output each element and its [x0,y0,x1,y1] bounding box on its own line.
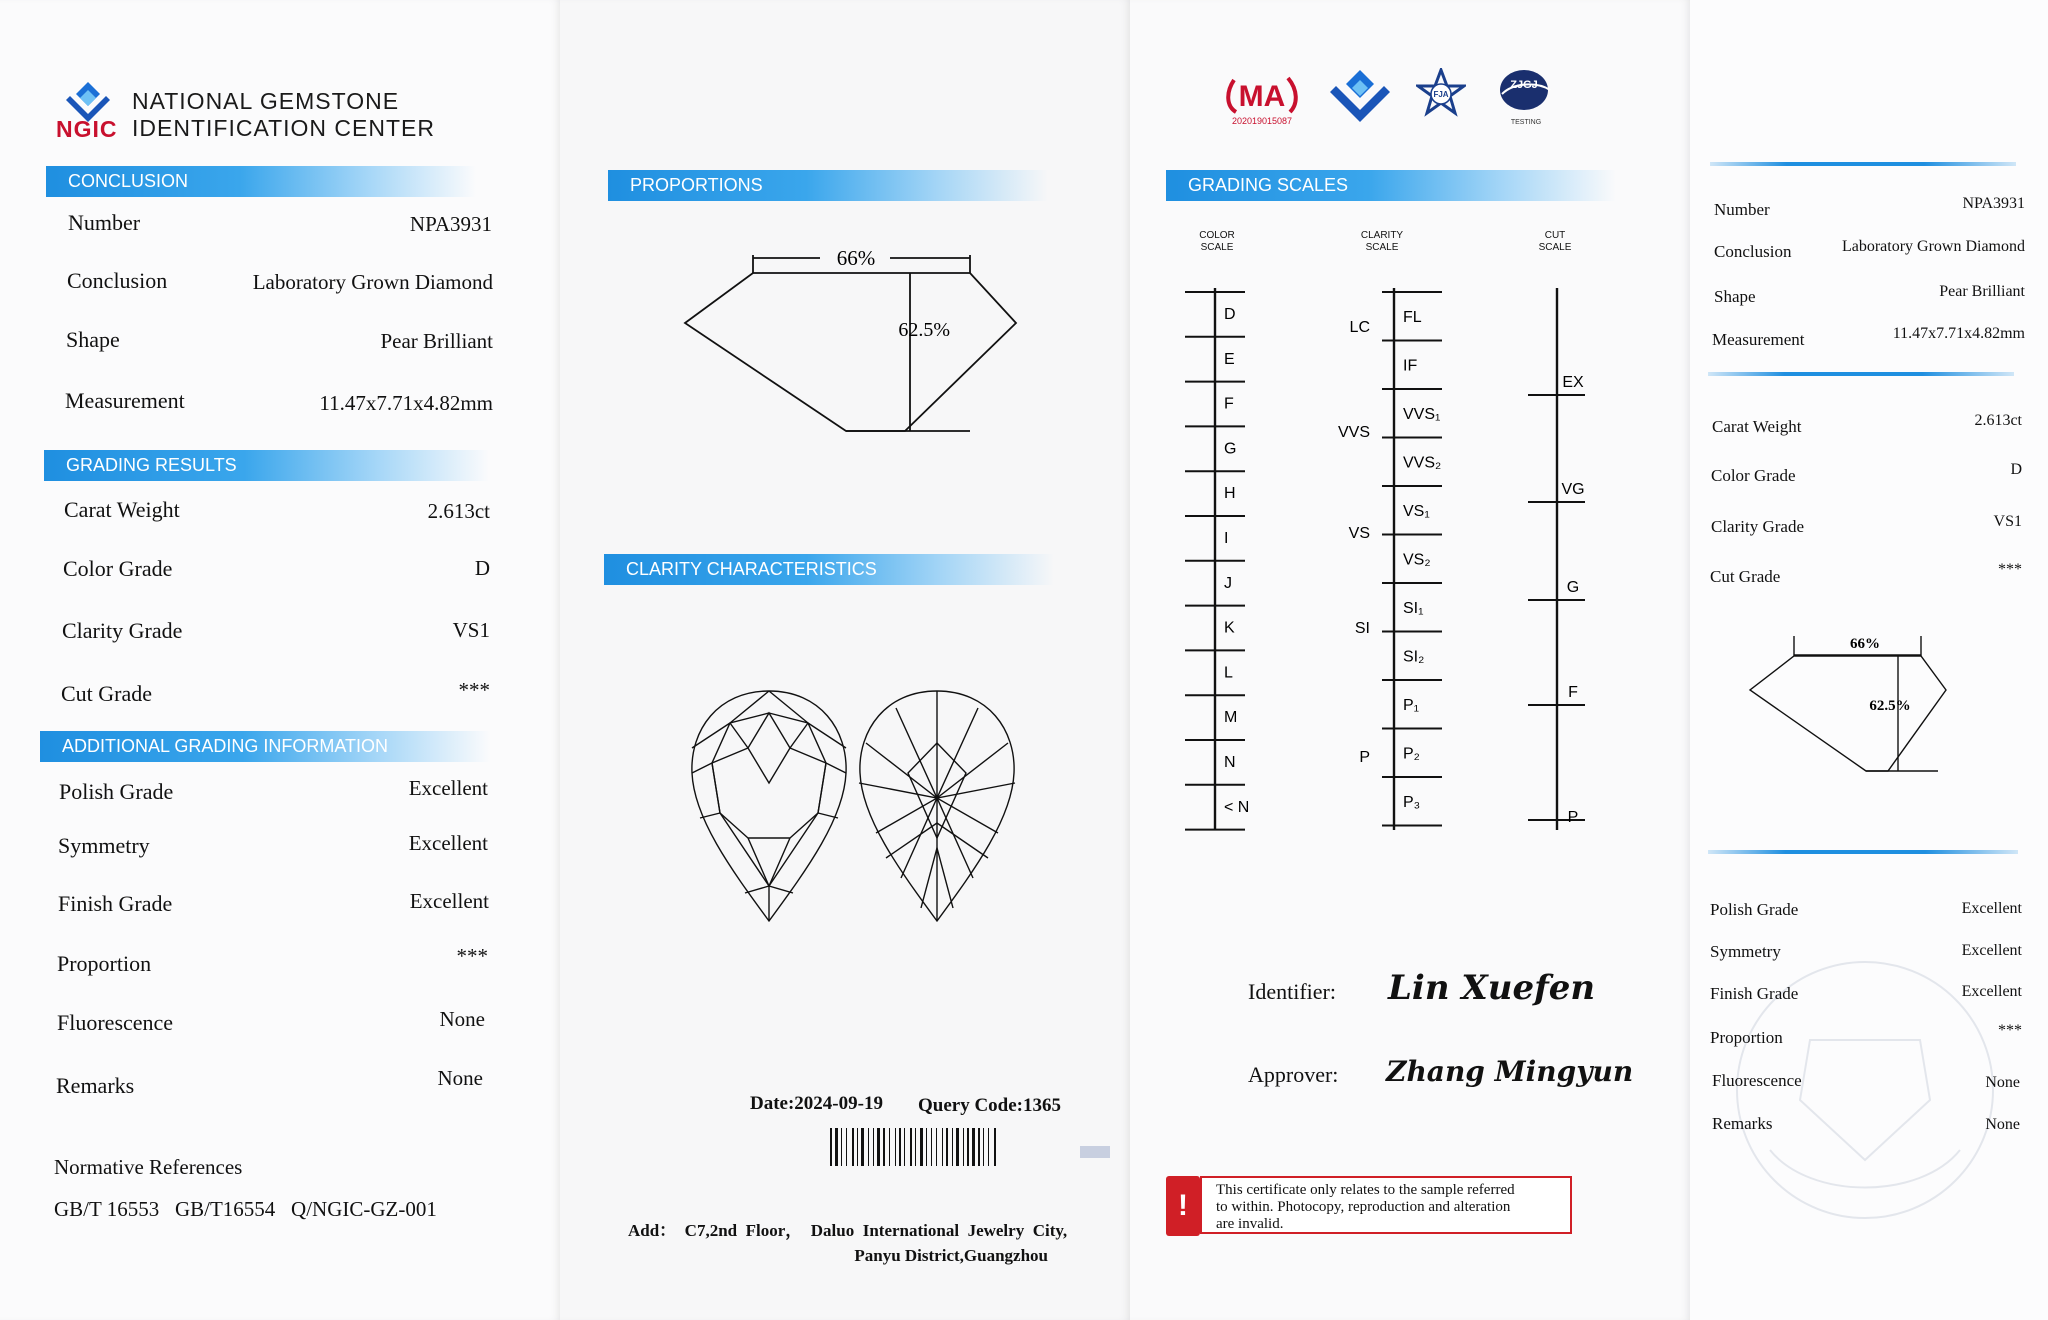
svg-text:SCALE: SCALE [1365,242,1399,253]
barcode-bar [895,1128,896,1166]
summary-shape-label: Shape [1714,287,1756,306]
fja-star-logo-icon [1416,68,1466,118]
conclusion-label: Conclusion [67,268,168,293]
summary-table-percent: 66% [1850,636,1880,652]
symmetry-label: Symmetry [58,833,150,858]
normative-references-title: Normative References [54,1155,243,1179]
color-grade-3: G [1224,440,1237,458]
shape-value: Pear Brilliant [380,329,493,353]
summary-carat-label: Carat Weight [1712,417,1802,436]
color-grade-label: Color Grade [63,556,173,581]
barcode-bar [920,1128,923,1166]
clarity-characteristics-header: CLARITY CHARACTERISTICS [604,554,1054,585]
cut-grade-1: VG [1561,481,1585,498]
svg-text:FJA: FJA [1433,90,1449,99]
barcode-bar [899,1128,901,1166]
number-label: Number [68,210,141,235]
clarity-group-4: P [1359,749,1370,766]
address-line1: Add： C7,2nd Floor， Daluo International Jewelry City, [628,1221,1068,1240]
svg-text:SCALE: SCALE [1200,242,1234,253]
barcode-bar [857,1128,858,1166]
certificate-date: Date:2024-09-19 [750,1093,883,1114]
clarity-grade-3: VVS₂ [1403,454,1442,472]
pear-pavilion-diagram [856,688,1018,926]
clarity-group-2: VS [1348,525,1370,542]
grading-scales-chart [1170,220,1610,850]
svg-text:ZJGJ: ZJGJ [1510,79,1538,91]
normative-references-text: GB/T 16553 GB/T16554 Q/NGIC-GZ-001 [54,1197,437,1221]
summary-clarity-value: VS1 [1993,513,2022,530]
barcode-bar [868,1128,869,1166]
barcode-bar [835,1128,838,1166]
carat-weight-value: 2.613ct [427,499,490,523]
barcode-bar [883,1128,885,1166]
barcode-bar [873,1128,874,1166]
barcode-bar [931,1128,932,1166]
svg-text:TESTING: TESTING [1510,119,1542,126]
panel-grading-details [0,0,560,1320]
color-grade-4: H [1224,485,1236,503]
additional-info-header: ADDITIONAL GRADING INFORMATION [40,731,490,762]
barcode-bar [994,1128,996,1166]
clarity-grade-7: SI₂ [1403,648,1425,666]
barcode-bar [904,1128,905,1166]
cut-grade-0: EX [1562,374,1584,391]
clarity-group-0: LC [1349,319,1370,336]
color-grade-2: F [1224,395,1234,413]
summary-number-label: Number [1714,200,1770,219]
color-grade-0: D [1224,306,1236,323]
summary-color-label: Color Grade [1711,466,1796,485]
fluorescence-label: Fluorescence [57,1010,174,1035]
disclaimer-line3: are invalid. [1216,1216,1284,1232]
barcode-bar [846,1128,847,1166]
approver-label: Approver: [1248,1062,1339,1087]
disclaimer-line2: to within. Photocopy, reproduction and alteration [1216,1199,1511,1215]
barcode-bar [972,1128,975,1166]
summary-divider-top [1710,162,2016,166]
summary-number-value: NPA3931 [1962,195,2025,212]
clarity-grade-4: VS₁ [1403,503,1430,520]
zjgj-testing-logo-icon [1494,68,1558,128]
summary-proportions-diagram [1748,628,1980,778]
summary-symmetry-label: Symmetry [1710,942,1781,961]
proportions-diagram [680,235,1060,435]
summary-divider-bottom [1708,850,2018,854]
barcode-bar [889,1128,890,1166]
barcode-bar [963,1128,964,1166]
color-grade-11: < N [1224,798,1250,816]
pear-crown-diagram [688,688,850,926]
summary-cut-value: *** [1998,561,2022,578]
summary-depth-percent: 62.5% [1869,698,1911,714]
clarity-grade-0: FL [1403,309,1422,326]
barcode-bar [915,1128,916,1166]
summary-cut-label: Cut Grade [1710,567,1781,586]
svg-text:202019015087: 202019015087 [1231,116,1293,126]
grading-scales-header: GRADING SCALES [1166,170,1616,201]
summary-polish-label: Polish Grade [1710,900,1799,919]
symmetry-value: Excellent [408,831,488,855]
summary-remarks-value: None [1985,1116,2020,1133]
panel-grading-scales [1130,0,1690,1320]
carat-weight-label: Carat Weight [64,497,180,522]
finish-grade-value: Excellent [409,889,489,913]
barcode-bar [967,1128,969,1166]
cut-grade-4: P [1567,809,1579,826]
barcode-bar [936,1128,937,1166]
approver-signature: Zhang Mingyun [1386,1055,1634,1088]
summary-symmetry-value: Excellent [1961,942,2022,959]
table-percent-text: 66% [836,246,876,270]
barcode-bar [946,1128,948,1166]
cut-grade-value: *** [458,678,490,702]
clarity-grade-5: VS₂ [1403,551,1431,569]
remarks-label: Remarks [56,1073,135,1098]
summary-clarity-label: Clarity Grade [1711,517,1804,536]
barcode [830,1128,1110,1166]
barcode-bar [830,1128,832,1166]
clarity-grade-value: VS1 [452,618,490,642]
summary-color-value: D [2010,461,2022,478]
clarity-grade-2: VVS₁ [1403,406,1441,423]
measurement-label: Measurement [65,388,185,413]
summary-proportion-value: *** [1998,1022,2022,1039]
summary-divider-mid [1708,372,2014,376]
org-name-line2: IDENTIFICATION CENTER [132,115,435,141]
proportion-label: Proportion [57,951,152,976]
svg-text:COLOR: COLOR [1199,230,1235,241]
disclaimer-box [1200,1176,1572,1234]
number-value: NPA3931 [409,212,492,236]
summary-carat-value: 2.613ct [1974,412,2022,429]
polish-grade-value: Excellent [408,776,488,800]
org-abbreviation: NGIC [56,116,118,142]
barcode-bar [942,1128,943,1166]
color-grade-8: L [1224,664,1233,682]
color-grade-9: M [1224,709,1238,727]
barcode-bar [852,1128,854,1166]
panel-diagrams [560,0,1130,1320]
summary-fluorescence-label: Fluorescence [1712,1071,1802,1090]
summary-fluorescence-value: None [1985,1074,2020,1091]
clarity-grade-10: P₃ [1403,794,1421,811]
color-grade-10: N [1224,754,1236,771]
barcode-bar [861,1128,864,1166]
polish-grade-label: Polish Grade [59,779,174,804]
clarity-grade-6: SI₁ [1403,600,1424,617]
identifier-signature: Lin Xuefen [1388,968,1596,1008]
color-grade-7: K [1224,619,1235,637]
barcode-bar [956,1128,959,1166]
color-grade-value: D [474,556,490,580]
summary-proportion-label: Proportion [1710,1028,1783,1047]
svg-text:MA: MA [1238,80,1286,113]
barcode-bar [978,1128,980,1166]
barcode-bar [877,1128,880,1166]
identifier-label: Identifier: [1248,979,1336,1004]
clarity-scale [1338,292,1442,826]
grading-results-header: GRADING RESULTS [44,450,489,481]
clarity-grade-1: IF [1403,357,1418,375]
clarity-group-1: VVS [1337,424,1370,441]
svg-text:SCALE: SCALE [1538,242,1572,253]
summary-conclusion-value: Laboratory Grown Diamond [1841,238,2025,255]
barcode-bar [910,1128,912,1166]
finish-grade-label: Finish Grade [58,891,173,916]
clarity-grade-8: P₁ [1403,697,1420,714]
summary-remarks-label: Remarks [1712,1114,1773,1133]
cut-grade-label: Cut Grade [61,681,153,706]
barcode-bar [983,1128,984,1166]
address-line2: Panyu District,Guangzhou [854,1246,1048,1265]
barcode-bar [952,1128,953,1166]
color-grade-6: J [1224,574,1232,592]
depth-percent-text: 62.5% [898,319,950,341]
fluorescence-value: None [439,1007,485,1031]
ngic-blue-diamond-icon [1330,68,1390,124]
summary-shape-value: Pear Brilliant [1939,283,2025,300]
summary-polish-value: Excellent [1961,900,2022,917]
query-code: Query Code:1365 [918,1095,1062,1116]
shape-label: Shape [66,327,120,352]
cut-grade-2: G [1566,579,1580,596]
clarity-grade-9: P₂ [1403,745,1420,763]
cut-grade-3: F [1568,684,1578,701]
org-name-line1: NATIONAL GEMSTONE [132,88,400,114]
summary-finish-label: Finish Grade [1710,984,1799,1003]
clarity-grade-label: Clarity Grade [62,618,183,643]
conclusion-value: Laboratory Grown Diamond [252,270,493,294]
proportions-header: PROPORTIONS [608,170,1048,201]
summary-measurement-value: 11.47x7.71x4.82mm [1892,325,2025,342]
summary-finish-value: Excellent [1961,983,2022,1000]
conclusion-header: CONCLUSION [46,166,476,197]
svg-text:CLARITY: CLARITY [1360,230,1404,241]
disclaimer-line1: This certificate only relates to the sample referred [1216,1182,1515,1198]
summary-conclusion-label: Conclusion [1714,242,1792,261]
summary-measurement-label: Measurement [1712,330,1805,349]
measurement-value: 11.47x7.71x4.82mm [319,391,493,415]
barcode-bar [988,1128,989,1166]
barcode-bar [841,1128,842,1166]
warning-icon: ! [1166,1176,1200,1236]
proportion-value: *** [456,944,488,968]
remarks-value: None [437,1066,483,1090]
svg-text:CUT: CUT [1544,230,1566,241]
barcode-bar [926,1128,927,1166]
color-grade-1: E [1224,350,1235,368]
cma-logo-icon [1222,70,1302,126]
panel-summary-card [1690,0,2048,1320]
color-scale [1185,292,1249,830]
clarity-group-3: SI [1354,620,1370,637]
color-grade-5: I [1224,530,1229,547]
